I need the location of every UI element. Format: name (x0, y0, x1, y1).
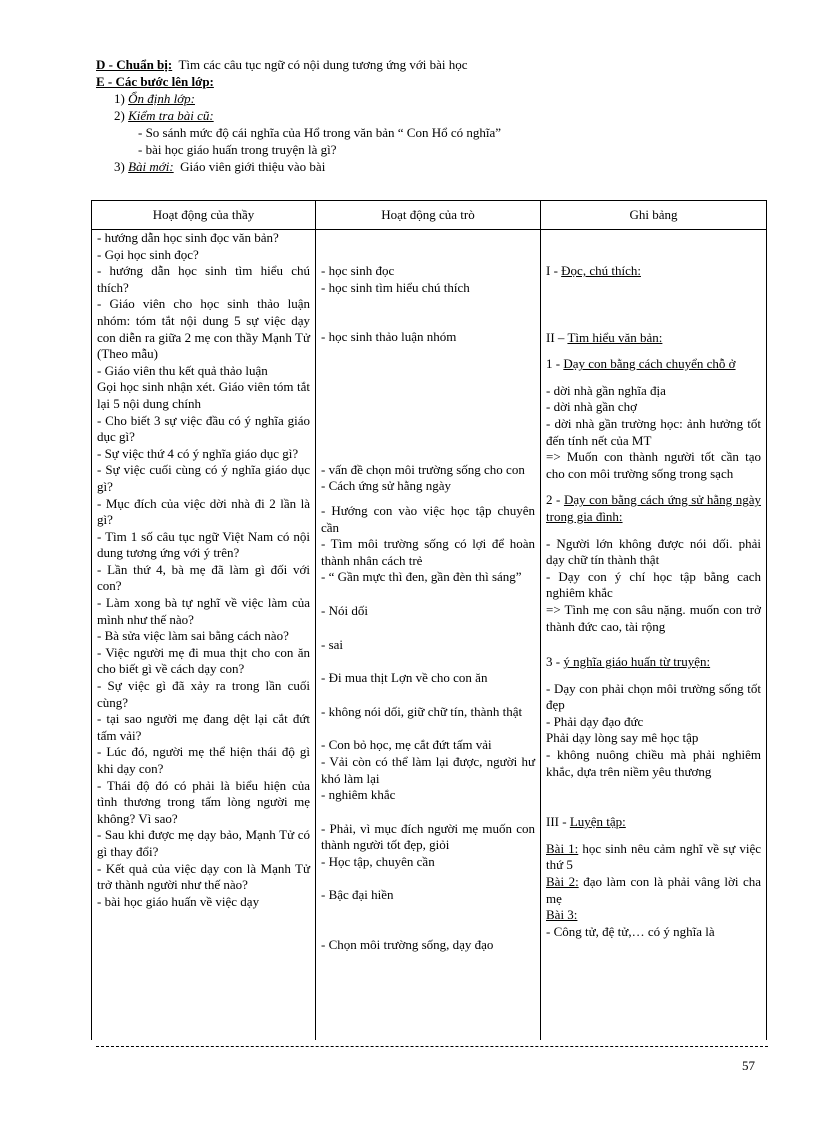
board-section-3-prefix: III - (546, 814, 570, 830)
teacher-item: - hướng dẫn học sinh tìm hiểu chú thích? (97, 263, 310, 295)
board-section-1-prefix: I - (546, 263, 562, 278)
student-item: - Đi mua thịt Lợn về cho con ăn (321, 670, 488, 686)
student-item: - Nói dối (321, 602, 368, 618)
student-item: - học sinh thảo luận nhóm (321, 329, 457, 345)
student-item: - sai (321, 636, 344, 652)
student-item: - vấn đề chọn môi trường sống cho con (321, 461, 525, 477)
step-2-number: 2) (114, 108, 125, 123)
table-body-row (92, 230, 767, 1041)
board-subsection-3-title: ý nghĩa giáo huấn từ truyện: (563, 654, 711, 670)
board-item: - dời nhà gần chợ (546, 399, 637, 415)
header-student: Hoạt động của trò (316, 201, 541, 230)
teacher-item: - Thái độ đó có phải là biểu hiện của tình thương trong tấm lòng người mẹ không? Vì sao? (97, 777, 310, 826)
teacher-column (92, 230, 316, 1041)
board-section-2-prefix: II – (546, 329, 568, 345)
teacher-item: - Kết quả của việc dạy con là Mạnh Tử trở thành người như thế nào? (97, 860, 310, 893)
prep-label: D - Chuẩn bị: (96, 57, 173, 72)
exercise-3-label: Bài 3: (546, 907, 578, 923)
student-item: - không nói dối, giữ chữ tín, thành thật (321, 703, 523, 719)
teacher-item: - Sự việc cuối cùng có ý nghĩa giáo dục gì? (97, 462, 310, 494)
board-section-3-title: Luyện tập: (569, 814, 626, 830)
step-2-label: Kiểm tra bài cũ: (128, 108, 214, 123)
teacher-item: - Bà sửa việc làm sai bằng cách nào? (97, 628, 289, 644)
board-item: Phải dạy lòng say mê học tập (546, 730, 699, 746)
board-item: => Muốn con thành người tốt cần tạo cho con môi trường sống trong sạch (546, 449, 761, 481)
step-2-question-1: - So sánh mức độ cái nghĩa của Hổ trong văn bản “ Con Hổ có nghĩa” (138, 125, 502, 140)
board-subsection-1 (546, 356, 761, 373)
step-2-question-2: - bài học giáo huấn trong truyện là gì? (138, 142, 337, 157)
board-subsection-1-prefix: 1 - (546, 356, 564, 372)
teacher-item: - Việc người mẹ đi mua thịt cho con ăn cho biết gì về cách dạy con? (97, 644, 310, 677)
board-item: - dời nhà gần nghĩa địa (546, 382, 666, 398)
teacher-item: - Tìm 1 số câu tục ngữ Việt Nam có nội dung tương ứng với ý trên? (97, 528, 310, 561)
board-section-3 (546, 814, 761, 831)
exercise-2-label: Bài 2: (546, 874, 579, 890)
student-item: - Cách ứng sử hằng ngày (321, 478, 451, 494)
board-subsection-1-title: Dạy con bằng cách chuyển chỗ ở (563, 356, 736, 372)
prep-line (96, 56, 776, 73)
exercise-1-text: học sinh nêu cảm nghĩ về sự việc thứ 5 (546, 840, 761, 873)
board-column (541, 230, 767, 1041)
header-board: Ghi bảng (541, 201, 767, 230)
exercise-2-text: đạo làm con là phải vâng lời cha mẹ (546, 874, 761, 906)
teacher-item: - Sự việc thứ 4 có ý nghĩa giáo dục gì? (97, 445, 299, 461)
board-subsection-2-prefix: 2 - (546, 492, 564, 508)
board-section-1-title: Đọc, chú thích: (561, 263, 641, 278)
board-exercise-1 (546, 841, 761, 874)
teacher-item: - Cho biết 3 sự việc đầu có ý nghĩa giáo dục gì? (97, 412, 310, 445)
student-item: - học sinh đọc (321, 263, 395, 278)
step-3-number: 3) (114, 159, 125, 174)
teacher-item: - Gọi học sinh đọc? (97, 246, 199, 262)
step-3-label: Bài mới: (128, 159, 174, 174)
step-3 (96, 158, 776, 175)
teacher-item: - Lần thứ 4, bà mẹ đã làm gì đối với con? (97, 561, 310, 594)
board-section-1 (546, 263, 761, 280)
board-item: => Tình mẹ con sâu nặng. muốn con trở thành đức cao, tài rộng (546, 601, 761, 634)
student-item: - Hướng con vào việc học tập chuyên cần (321, 502, 535, 535)
student-column (316, 230, 541, 1041)
teacher-item: - Sau khi được mẹ dạy bảo, Mạnh Tử có gì thay đổi? (97, 827, 310, 859)
step-1-number: 1) (114, 91, 125, 106)
teacher-item: - Sự việc gì đã xảy ra trong lần cuối cùng? (97, 678, 310, 710)
board-subsection-3 (546, 654, 761, 671)
table-header-row (92, 201, 767, 230)
board-subsection-2 (546, 492, 761, 525)
board-item: - dời nhà gần trường học: ảnh hưởng tốt đến tính nết của MT (546, 415, 761, 448)
student-item: - Tìm môi trường sống có lợi để hoàn thành nhân cách trẻ (321, 536, 535, 568)
student-item: - Con bỏ học, mẹ cắt đứt tấm vải (321, 737, 492, 753)
step-1-label: Ổn định lớp: (128, 91, 195, 106)
teacher-item: - bài học giáo huấn về việc dạy (97, 893, 260, 909)
step-1 (96, 90, 776, 107)
teacher-item: - tại sao người mẹ đang dệt lại cắt đứt tấm vải? (97, 711, 310, 743)
lesson-header (96, 56, 776, 175)
teacher-item: - Giáo viên thu kết quả thảo luận (97, 362, 268, 378)
teacher-item: - Giáo viên cho học sinh thảo luận nhóm: tóm tắt nội dung 5 sự việc dạy con diễn ra giữa 2 mẹ con thầy Mạnh Tử (Theo mẫu) (97, 296, 310, 362)
board-exercise-2 (546, 874, 761, 907)
header-teacher: Hoạt động của thầy (92, 201, 316, 230)
exercise-3-text: - Công tử, đệ tử,… có ý nghĩa là (546, 923, 715, 939)
prep-text: Tìm các câu tục ngữ có nội dung tương ứng với bài học (178, 57, 468, 72)
teacher-item: - Lúc đó, người mẹ thể hiện thái độ gì khi dạy con? (97, 744, 310, 776)
page-number: 57 (742, 1058, 755, 1073)
student-item: - Bậc đại hiền (321, 887, 394, 903)
board-section-2-title: Tìm hiểu văn bản: (567, 329, 663, 345)
board-item: - Phải dạy đạo đức (546, 713, 644, 729)
student-item: - Vải còn có thể làm lại được, người hư khó làm lại (321, 753, 535, 786)
student-item: - “ Gần mực thì đen, gần đèn thì sáng” (321, 569, 522, 585)
board-section-2 (546, 330, 761, 347)
board-item: - Dạy con ý chí học tập bằng cach nghiêm khắc (546, 568, 761, 601)
lesson-table (91, 200, 767, 1040)
teacher-item: - Làm xong bà tự nghĩ về việc làm của mình như thế nào? (97, 595, 310, 627)
student-item: - nghiêm khắc (321, 787, 396, 803)
student-item: - học sinh tìm hiểu chú thích (321, 279, 470, 295)
teacher-item: Gọi học sinh nhận xét. Giáo viên tóm tắt lại 5 nội dung chính (97, 379, 310, 411)
board-subsection-3-prefix: 3 - (546, 654, 564, 670)
board-subsection-2-title: Dạy con bằng cách ứng sử hằng ngày trong gia đình: (546, 492, 761, 524)
board-item: - Dạy con phải chọn môi trường sống tốt đẹp (546, 680, 761, 713)
student-item: - Phải, vì mục đích người mẹ muốn con thành người tốt đẹp, giỏi (321, 820, 535, 853)
student-item: - Học tập, chuyên cần (321, 853, 435, 869)
exercise-1-label: Bài 1: (546, 840, 579, 856)
board-item: - không nuông chiều mà phải nghiêm khắc, dựa trên niềm yêu thương (546, 747, 761, 779)
board-item: - Người lớn không được nói dối. phải dạy chữ tín thành thật (546, 535, 761, 568)
student-item: - Chọn môi trường sống, dạy đạo (321, 937, 494, 953)
teacher-item: - Mục đích của việc dời nhà đi 2 lần là gì? (97, 495, 310, 528)
step-3-text: Giáo viên giới thiệu vào bài (180, 159, 326, 174)
teacher-item: - hướng dẫn học sinh đọc văn bản? (97, 230, 279, 245)
step-2 (96, 107, 776, 124)
footer-divider (96, 1046, 768, 1047)
steps-label: E - Các bước lên lớp: (96, 74, 214, 89)
